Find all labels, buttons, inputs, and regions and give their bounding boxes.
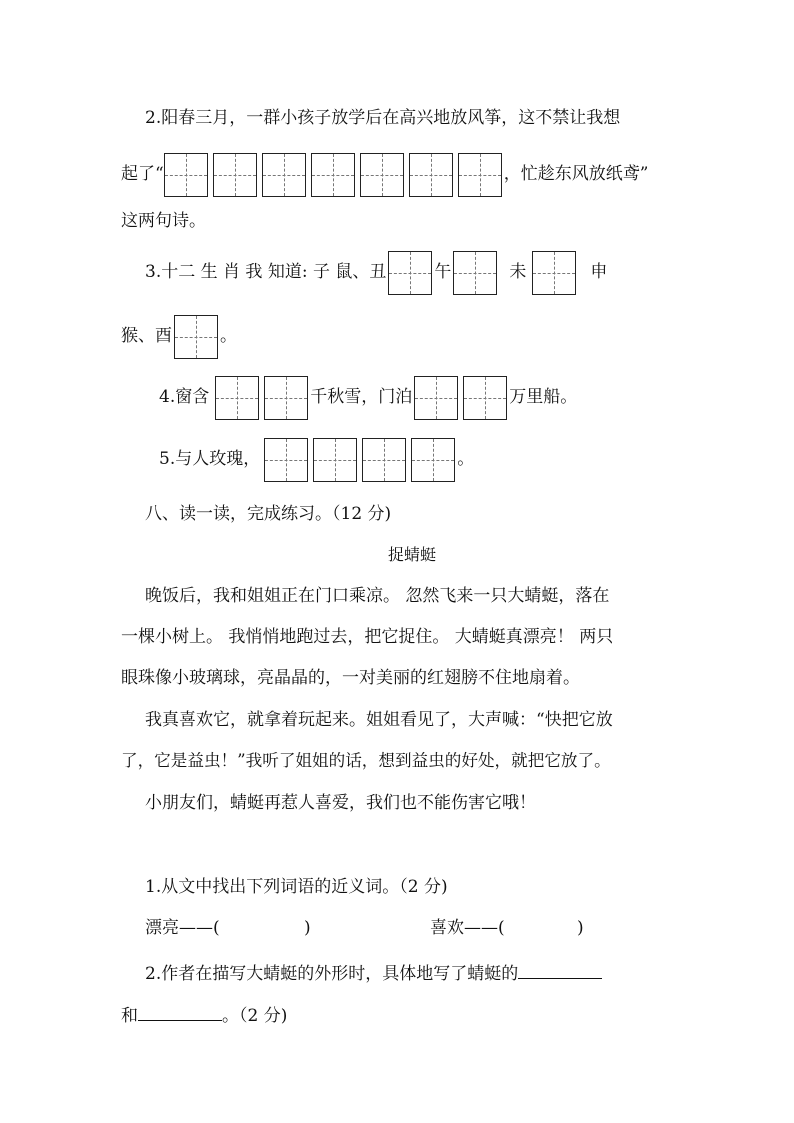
passage-line: 小朋友们，蜻蜓再惹人喜爱，我们也不能伤害它哦！ [145,793,536,813]
q2-line2-prefix: 起了“ [121,164,164,184]
q2-line3: 这两句诗。 [121,211,206,231]
exercise2-line2 [121,1002,287,1027]
q3-line2 [121,314,237,359]
exercise2-line2-suffix: 。（2 分) [222,1006,288,1026]
passage-line: 晚饭后，我和姐姐正在门口乘凉。 忽然飞来一只大蜻蜓，落在 [145,586,610,606]
passage-line: 了，它是益虫！”我听了姐姐的话，想到益虫的好处，就把它放了。 [121,751,611,770]
answer-grid-box[interactable] [313,438,357,482]
answer-grid-box[interactable] [164,153,208,197]
section8-heading: 八、读一读，完成练习。（12 分) [145,504,392,524]
q4-suffix: 万里船。 [509,387,578,407]
answer-grid-box[interactable] [532,251,576,295]
exercise2-line2-prefix: 和 [121,1006,138,1026]
passage-line: 一棵小树上。 我悄悄地跑过去，把它捉住。 大蜻蜓真漂亮！ 两只 [121,627,614,647]
answer-grid-box[interactable] [262,153,306,197]
q5-line [159,437,474,482]
answer-grid-box[interactable] [174,315,218,359]
passage-line: 我真喜欢它，就拿着玩起来。姐姐看见了，大声喊：“快把它放 [145,710,613,730]
answer-grid-box[interactable] [215,376,259,420]
q4-prefix: 4.窗含 [159,387,210,407]
passage-line: 眼珠像小玻璃球，亮晶晶的，一对美丽的红翅膀不住地扇着。 [121,668,580,688]
q3-wei: 未 [509,262,527,282]
q3-wu: 午 [434,262,452,282]
answer-grid-box[interactable] [409,153,453,197]
q2-line2 [121,152,648,197]
exercise2-line1 [145,960,602,985]
q2-line1: 2.阳春三月，一群小孩子放学后在高兴地放风筝，这不禁让我想 [145,108,621,128]
answer-grid-box[interactable] [453,251,497,295]
answer-grid-box[interactable] [264,376,308,420]
answer-grid-box[interactable] [213,153,257,197]
answer-grid-box[interactable] [311,153,355,197]
q3-line2-prefix: 猴、酉 [121,326,172,346]
answer-grid-box[interactable] [360,153,404,197]
passage-title: 捉蜻蜓 [388,545,437,564]
exercise1-heading: 1.从文中找出下列词语的近义词。（2 分) [145,877,448,897]
answer-grid-box[interactable] [458,153,502,197]
exercise1-answer1[interactable]: ) [304,918,311,938]
q4-mid: 千秋雪，门泊 [310,387,413,407]
q3-shen: 申 [590,262,608,282]
answer-grid-box[interactable] [414,376,458,420]
q5-prefix: 5.与人玫瑰， [159,449,261,469]
answer-blank[interactable] [518,960,602,979]
q5-suffix: 。 [457,449,475,469]
answer-grid-box[interactable] [388,251,432,295]
q3-line2-suffix: 。 [220,326,237,346]
exercise1-answer2[interactable]: ) [577,918,584,938]
answer-blank[interactable] [138,1002,222,1021]
answer-grid-box[interactable] [362,438,406,482]
q3-prefix: 3.十二 生 肖 我 知道: 子 鼠、丑 [145,262,387,282]
answer-grid-box[interactable] [411,438,455,482]
q2-line2-suffix: ，忙趁东风放纸鸢” [503,164,649,184]
q4-line [159,375,577,420]
answer-grid-box[interactable] [463,376,507,420]
exercise1-word2: 喜欢——( [430,918,505,938]
q3-line1 [145,250,607,295]
exercise2-line1-text: 2.作者在描写大蜻蜓的外形时，具体地写了蜻蜓的 [145,964,519,984]
exercise1-word1: 漂亮——( [145,918,220,938]
answer-grid-box[interactable] [264,438,308,482]
